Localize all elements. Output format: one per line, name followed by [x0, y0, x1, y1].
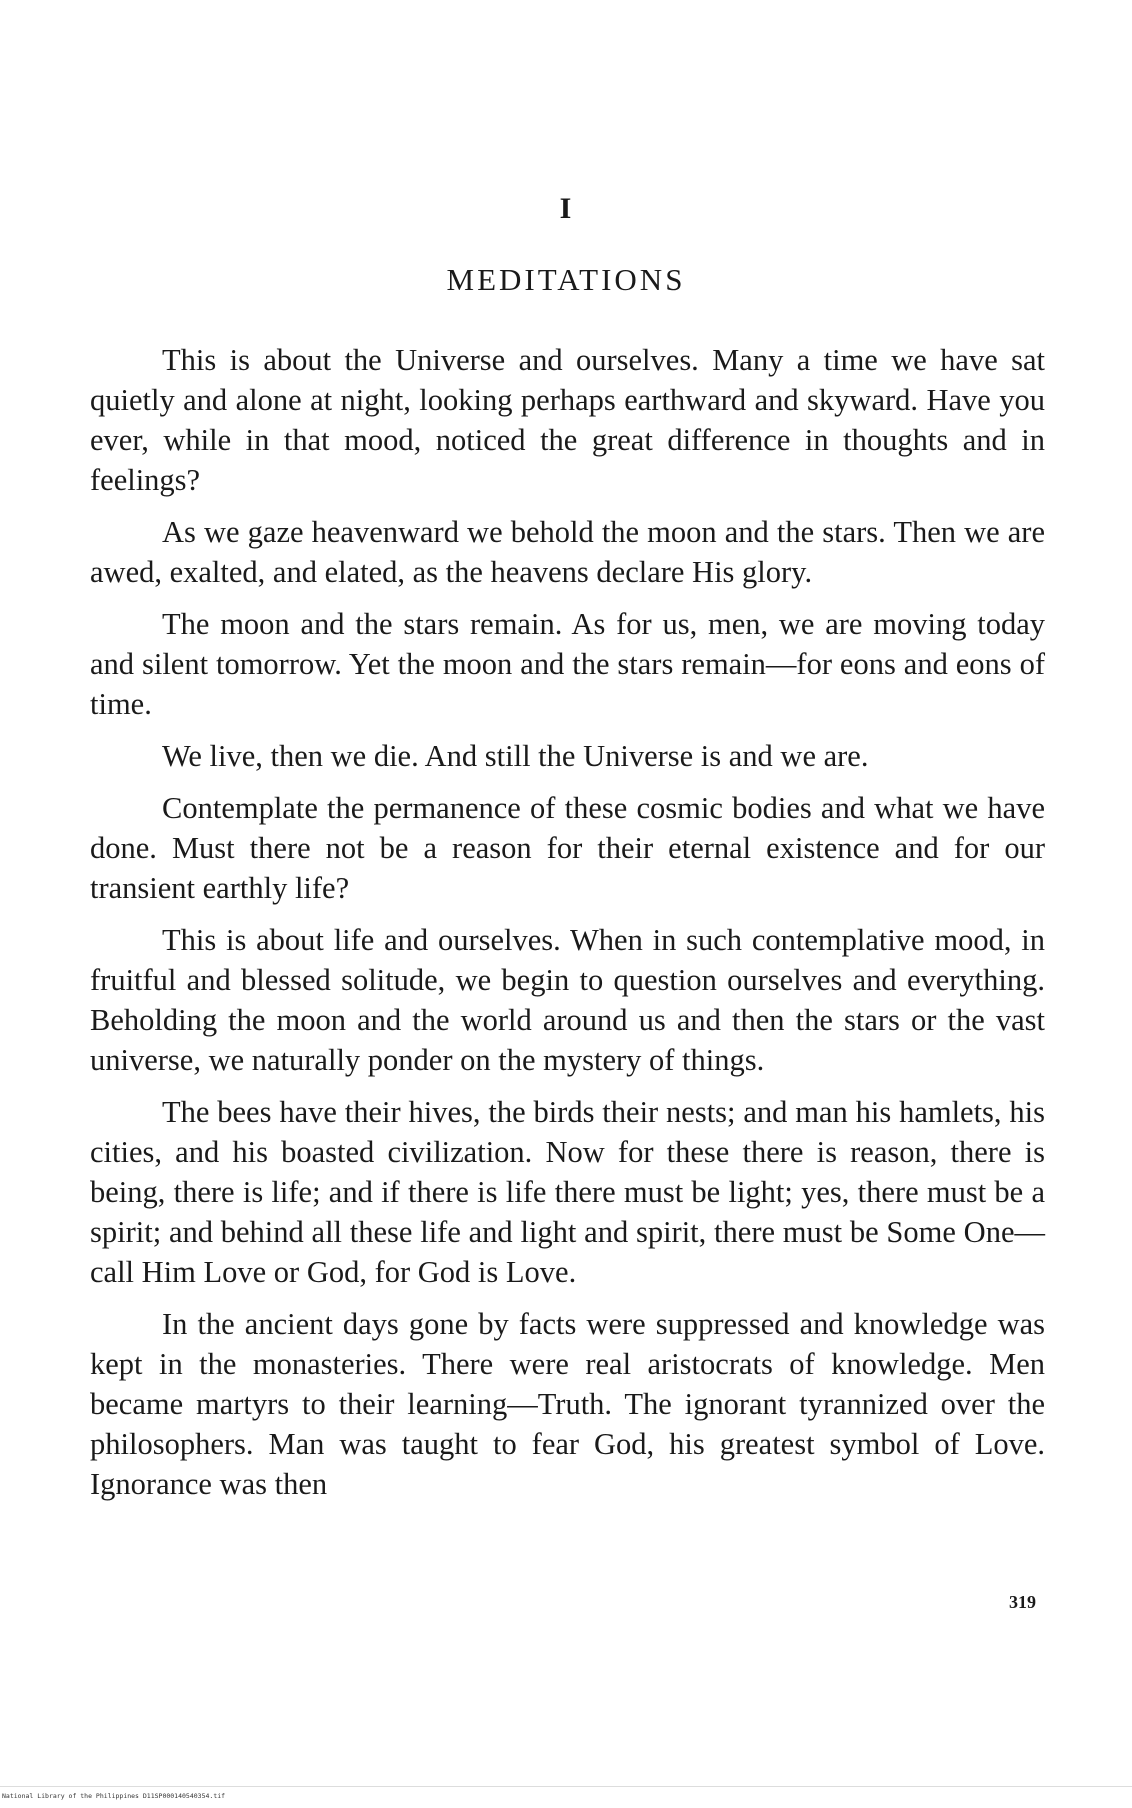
paragraph: The moon and the stars remain. As for us, men, we are moving today and silent tomorrow. Yet the moon and the stars remain—for eons and eons of time.: [90, 607, 1045, 721]
paragraph: This is about the Universe and ourselves. Many a time we have sat quietly and alone at night, looking perhaps earthward and skyward. Have you ever, while in that mood, noticed the great difference in thoughts and in feelings?: [90, 343, 1045, 497]
paragraph: The bees have their hives, the birds their nests; and man his hamlets, his cities, and his boasted civilization. Now for these there is reason, there is being, there is life; and if there is life there must be light; yes, there must be a spirit; and behind all these life and light and spirit, there must be Some One—call Him Love or God, for God is Love.: [90, 1095, 1045, 1289]
paragraph: Contemplate the permanence of these cosmic bodies and what we have done. Must there not be a reason for their eternal existence and for our transient earthly life?: [90, 791, 1045, 905]
body-text: [90, 340, 1045, 1516]
paragraph: We live, then we die. And still the Universe is and we are.: [162, 739, 869, 773]
chapter-number: I: [559, 192, 573, 225]
chapter-title: MEDITATIONS: [446, 262, 686, 297]
scan-footer-caption: National Library of the Philippines D11SP000140540354.tif: [2, 1792, 226, 1800]
footer-divider: [0, 1786, 1132, 1787]
paragraph: As we gaze heavenward we behold the moon and the stars. Then we are awed, exalted, and elated, as the heavens declare His glory.: [90, 515, 1045, 589]
paragraph: In the ancient days gone by facts were suppressed and knowledge was kept in the monasteries. There were real aristocrats of knowledge. Men became martyrs to their learning—Truth. The ignorant tyrannized over the philosophers. Man was taught to fear God, his greatest symbol of Love. Ignorance was then: [90, 1307, 1045, 1501]
page-number: 319: [1009, 1592, 1036, 1612]
paragraph: This is about life and ourselves. When in such contemplative mood, in fruitful and blessed solitude, we begin to question ourselves and everything. Beholding the moon and the world around us and then the stars or the vast universe, we naturally ponder on the mystery of things.: [90, 923, 1045, 1077]
